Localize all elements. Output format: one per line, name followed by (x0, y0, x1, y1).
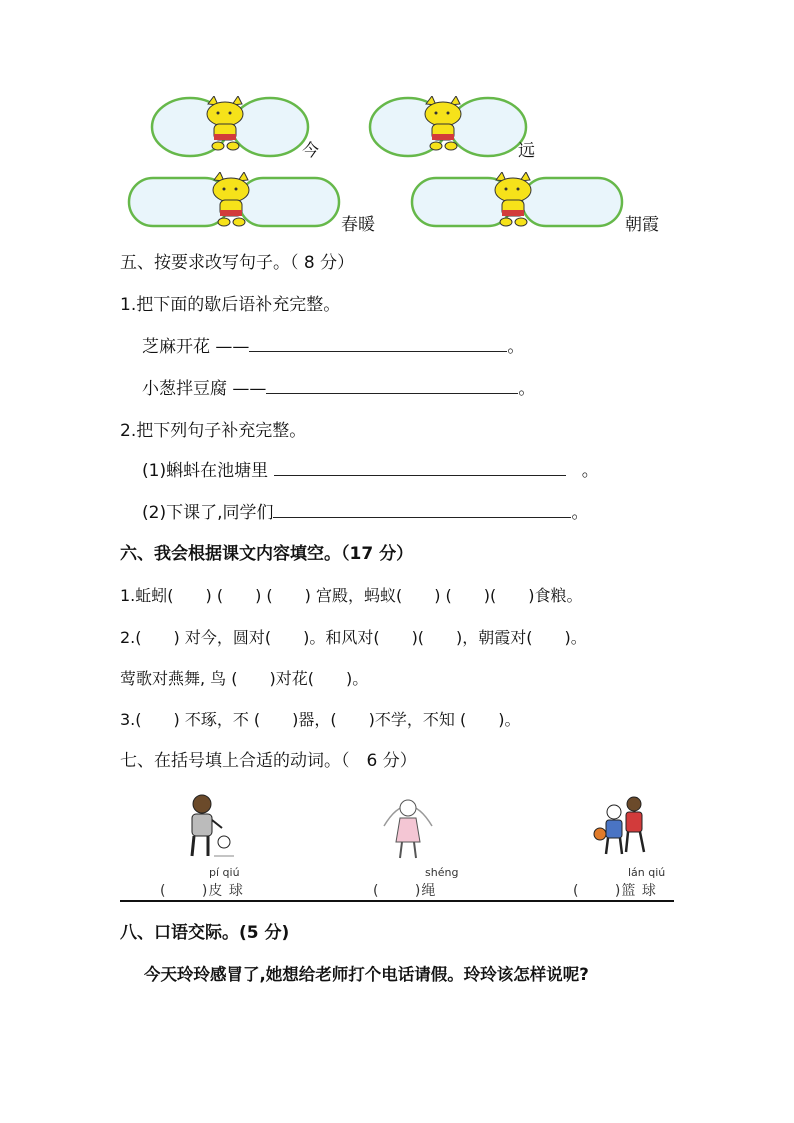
section6-heading: 六、我会根据课文内容填空。（17 分） (120, 544, 414, 564)
proverb-prompt-1: 芝麻开花 —— (142, 337, 250, 357)
cat-icon (202, 96, 250, 154)
caption-1: ( )皮 球 (160, 883, 244, 899)
answer-blank[interactable] (273, 503, 571, 518)
cat-icon (490, 172, 538, 230)
oval-word-3: 春暖 (341, 215, 375, 235)
girl-rope-illustration (378, 792, 438, 864)
proverb-prompt-2: 小葱拌豆腐 —— (142, 379, 267, 399)
proverb-line-1: 芝麻开花 —— 。 (142, 337, 525, 357)
answer-blank[interactable] (249, 337, 507, 352)
kids-basketball-illustration (590, 790, 670, 862)
section7-heading: 七、在括号填上合适的动词。（ 6 分） (120, 751, 417, 771)
section8-heading: 八、口语交际。(5 分) (120, 923, 290, 943)
section5-q1: 1.把下面的歇后语补充完整。 (120, 295, 341, 315)
sentence-prompt-1: (1)蝌蚪在池塘里 (142, 461, 269, 481)
fill-line-1: 1.蚯蚓( ) ( ) ( ) 宫殿，蚂蚁( ) ( )( )食粮。 (120, 586, 583, 605)
oval-word-4: 朝霞 (625, 215, 659, 235)
oval-word-1: 今 (302, 141, 319, 161)
boy-ball-illustration (180, 792, 240, 864)
section5-q2: 2.把下列句子补充完整。 (120, 421, 307, 441)
answer-blank[interactable] (274, 461, 566, 476)
sentence-line-2: (2)下课了,同学们 。 (142, 503, 589, 523)
answer-blank[interactable] (266, 379, 518, 394)
cat-icon (208, 172, 256, 230)
oval-word-2: 远 (518, 141, 535, 161)
section8-prompt: 今天玲玲感冒了,她想给老师打个电话请假。玲玲该怎样说呢? (144, 965, 589, 984)
fill-line-3: 莺歌对燕舞, 鸟 ( )对花( )。 (120, 669, 369, 688)
pinyin-2: shéng (425, 866, 459, 879)
pinyin-3: lán qiú (628, 866, 666, 879)
cat-icon (420, 96, 468, 154)
section7-bottom-rule (120, 900, 674, 902)
pinyin-1: pí qiú (209, 866, 240, 879)
caption-3: ( )篮 球 (573, 883, 657, 899)
sentence-prompt-2: (2)下课了,同学们 (142, 503, 274, 523)
proverb-line-2: 小葱拌豆腐 —— 。 (142, 379, 536, 399)
caption-2: ( )绳 (373, 883, 437, 899)
fill-line-4: 3.( ) 不琢，不 ( )器，( )不学，不知 ( )。 (120, 710, 521, 729)
sentence-line-1: (1)蝌蚪在池塘里 。 (142, 461, 599, 481)
fill-line-2: 2.( ) 对今，圆对( )。和风对( )( )，朝霞对( )。 (120, 628, 587, 647)
section5-heading: 五、按要求改写句子。（ 8 分） (120, 253, 355, 273)
